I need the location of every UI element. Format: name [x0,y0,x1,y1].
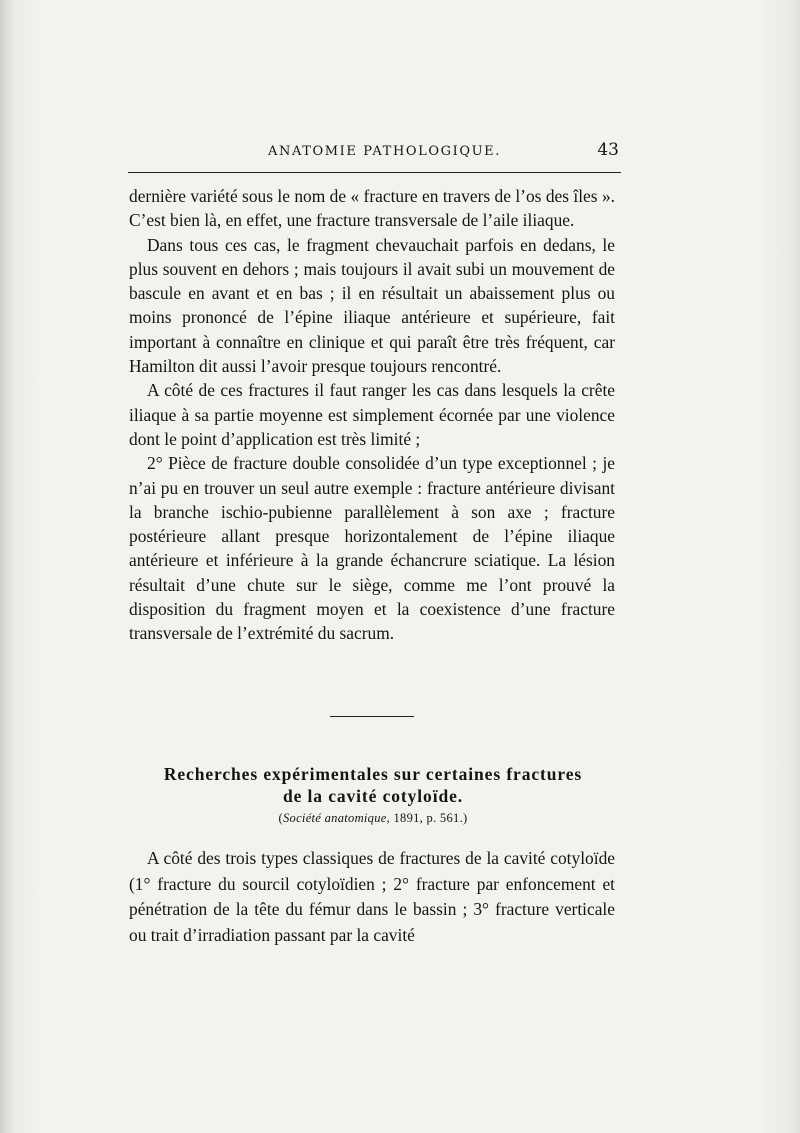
paragraph-continuation: dernière variété sous le nom de « fracture en travers de l’os des îles ». C’est bien là, en effet, une fracture transversale de l’aile iliaque. [129,186,615,231]
citation-open: ( [278,811,283,825]
running-head [128,140,621,164]
paragraph: 2° Pièce de fracture double consolidée d’un type exceptionnel ; je n’ai pu en trouver un seul autre exemple : fracture antérieure divisant la branche ischio-pubienne parallèlement à son axe ; fracture postérieure allant presque horizontalement de l’épine iliaque antérieure et inférieure à la grande échancrure sciatique. La lésion résultait d’une chute sur le siège, comme me l’ont prouvé la disposition du fragment moyen et la coexistence d’une fracture transversale de l’extrémité du sacrum. [129,453,615,644]
section-title-line: de la cavité cotyloïde. [282,786,464,806]
page-number: 43 [597,140,619,160]
citation-reference: 1891, p. 561.) [390,811,468,825]
paragraph: A côté de ces fractures il faut ranger les cas dans lesquels la crête iliaque à sa partie moyenne est simplement écornée par une violence dont le point d’application est très limité ; [129,380,615,449]
paragraph: A côté des trois types classiques de fractures de la cavité cotyloïde (1° fracture du sourcil cotyloïdien ; 2° fracture par enfoncement et pénétration de la tête du fémur dans le bassin ; 3° fracture verticale ou trait d’irradiation passant par la cavité [129,848,615,945]
running-title: ANATOMIE PATHOLOGIQUE. [268,144,501,159]
paragraph: Dans tous ces cas, le fragment chevauchait parfois en dedans, le plus souvent en dehors ; mais toujours il avait subi un mouvement de bascule en avant et en bas ; il en résultait un abaissement plus ou moins prononcé de l’épine iliaque antérieure et supérieure, fait important à connaître en clinique et qui paraît être très fréquent, car Hamilton dit aussi l’avoir presque toujours rencontré. [129,234,615,377]
section-body [129,846,615,948]
section-title-line: Recherches expérimentales sur certaines fractures [163,764,583,784]
section-citation [124,811,622,826]
section-title [124,763,622,807]
citation-source: Société anatomique, [282,811,391,825]
section-separator [330,716,414,717]
header-rule [128,172,621,173]
body-text [129,184,615,646]
